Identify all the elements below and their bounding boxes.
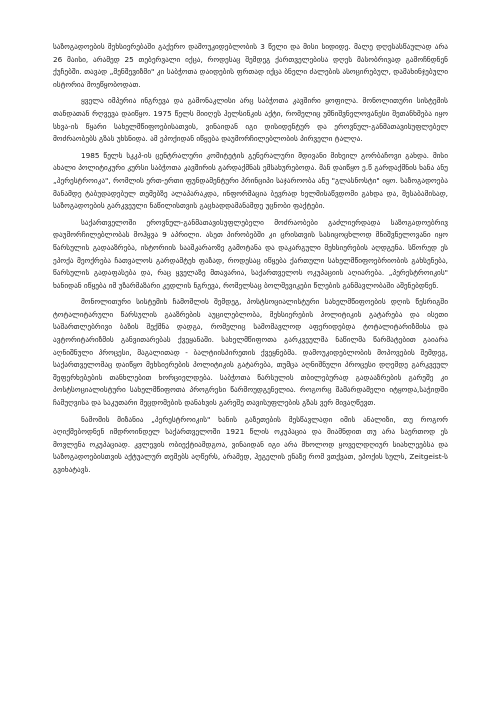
paragraph: მონოლითური სისტემის ჩამოშლის შემდეგ, პოსტსოციალისტური სახელმწიფოების დღის წესრიგში ტოტალიტარული წარსულის გააზრების აუცილებლობა, მეხსიერების პოლიტიკის გატარება და ისეთი საშართლებრივი ბაზის შექმნა დადგა, რომელიც სამომავლოდ აფერიდებდა ტოტალიტარიზმისა და ავტორიტარიზმის განვითარებას ქვეყანაში. სახელმწიფოთა გარკვეულმა ნაწილმა წარმატებით გაიარა აღნიშნული პროცესი, მაგალითად - ბალტიისპირეთის ქვეყნებმა. დამოუკიდებლობის მოპოვების შემდეგ, საქართველომაც დაიწყო მეხსიერების პოლიტიკის გატარება, თუმცა აღნიშნული პროცესი დღემდე გარკვეულ შეფერხებების თანხლებით ხორციელდება. საბჭოთა წარსულის თბილებურად გადააზრების გარეშე კი პოსტსოციალისტური სახელმწიფოთა პროგრესი წარმოუდგენელია. როგორც შამარდამელი იტყოდა,საჭიდში ჩამუღვისა და საკუთარი მეცდომების დანახვის გარეშე თავისუფლების გზას ვერ მივაღწევთ. <box>53 297 448 408</box>
document-page <box>53 41 448 481</box>
paragraph: ნამომის მიზანია „პერესტროიკის" ხანის გაზეთების მესწავლადი იმის ანალიზი, თუ როგორ აღიქმებოდნენ იმდროინდელ საქართველოში 1921 წლის ოკუპაცია და მიამნდით თუ არა საერთოდ ეს მოვლენა ოკუპაციად. კვლევის ობიექტიამდგოა, ვინაიდან იგი არა მხოლოდ ყოველდღიურ სიახლეებსა და საზოგადოებისთვის აქტუალურ თემებს აღწერს, არამედ, ჰეგელის ენაზე რომ ვთქვათ, ეპოქის სულს, Zeitgeist-ს გვიხატავს. <box>53 414 448 474</box>
paragraph: 1985 წელს სკკპ-ის ცენტრალური კომიტეტის გენერალური მდივანი მიხეილ გორბაჩოვი გახდა. მისი ახალი პოლიტიკური კურსი საბჭოთა კავშირის გარდაქმნას ემსახურებოდა. მან დაიწყო ე.წ გარდაქმნის ხანა ანუ „პერესტროიკა", რომლის ერთ-ერთი ფუნდამენტური პრინციპი საჯაროობა ანუ "გლასნოსტი" იყო. საზოგადოება მანამდე ტაბუდადებულ თემებზე ალაპარაკდა, ინფორმაცია ბევრად ხელმისაწვდომი გახდა და, შესაბამისად, საზოგადოების გარკვეული ნაწილისთვის გაცხადდამანამდე უცნობი ფაქტები. <box>53 150 448 211</box>
paragraph: საქართველოში ეროვნულ-განმათავისუფლებელი მოძრაობები გაძლიერდადა საზოგადოებრივ დაუმორჩილებლობას მოჰყვა 9 აპრილი. ასეთ პირობებში კი ცრისთვის სასიცოცხლოდ მნიშვნელოვანი იყო წარსულის გადააზრება, ისტორიის სააშკარაოზე გამოტანა და დაკარგული მეხსიერების აღდგენა. სწორედ ეს ეპოქა მეოქრება ჩათვალოს გარდამტეხ ფაზად, როდესაც იწყება ქართული სახელმწიფოებრიობის გახსენება, წარსულის გადაფასება და, რაც ყველაზე მთავარია, საქართველოს ოკუპაციის აღიარება. „პერესტროიკის" ხანიდან იწყება იმ უზარმაზარი კედლის ნგრევა, რომელსაც ბოლშევიკები წლების განმავლობაში აშენებდნენ. <box>53 217 448 290</box>
paragraph: ყველა იმპერია ინგრევა და გამონაკლისი არც საბჭოთა კავშირი ყოფილა. მონოლითური სისტემის თანდათან რღვევა დაიწყო. 1975 წელს მიიღეს ჰელსინკის აქტი, რომელიც უმნიშვნელოვანესი შეთანხმება იყო სხვა-ის წყარი სახელმწიფოებისათვის, ვინაიდან იგი დისიდენტურ და ეროვნულ-განმათავისუფლებელ მოძრაობებს გზას უხსნიდა. ამ ეპოქიდან იწყება დაუმორჩილებლობის პირველი ტალღა. <box>53 96 448 144</box>
paragraph: საზოგადოების მეხსიერებაში გაქერო დამოუკიდებლობის 3 წელი და მისი სიდიდე. მალე დღესასწაულად არა 26 მაისი, არამედ 25 თებერვალი იქცა, როდესაც შემდეგ ქართველებისა დღეს მასობრივად გამოჩნდნენ ქუჩებში. თავად „მენშევიზმი" კი საბჭოთა დაიდების ფრთად იქცა ბნელი ძალების ასოცირებულ, დამახინჯებული ისტორია მოეწყობოდათ. <box>53 42 448 89</box>
